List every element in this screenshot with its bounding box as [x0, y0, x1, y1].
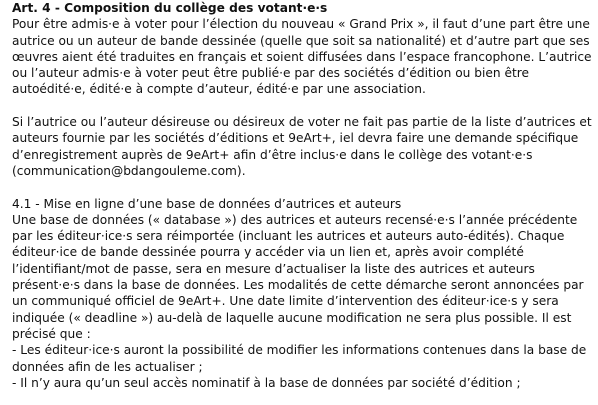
bullet-item: - Il n’y aura qu’un seul accès nominatif à la base de données par société d’édition ; [12, 375, 521, 390]
document-body [12, 0, 594, 391]
section-heading-4-1: 4.1 - Mise en ligne d’une base de données d’autrices et auteurs [12, 196, 402, 211]
paragraph-registration: Si l’autrice ou l’auteur désireuse ou désireux de voter ne fait pas partie de la liste d’autrices et auteurs fournie par les sociétés d’éditions et 9eArt+, iel devra faire une demande spécifique d’enregistrement auprès de 9eArt+ afin d’être inclus·e dans le collège des votant·e·s (communication@bdangouleme.com). [12, 115, 592, 178]
article-heading: Art. 4 - Composition du collège des votant·e·s [12, 1, 328, 15]
paragraph-database: Une base de données (« database ») des autrices et auteurs recensé·e·s l’année précédente par les éditeur·ice·s sera réimportée (incluant les autrices et auteurs auto-édités). Chaque éditeur·ice de bande dessinée pourra y accéder via un lien et, après avoir complété l’identifiant/mot de passe, sera en mesure d’actualiser la liste des autrices et auteurs présent·e·s dans la base de données. Les modalités de cette démarche seront annoncées par un communiqué officiel de 9eArt+. Une date limite d’intervention des éditeur·ice·s y sera indiquée (« deadline ») au-delà de laquelle aucune modification ne sera plus possible. Il est précisé que : [12, 212, 584, 341]
paragraph-eligibility: Pour être admis·e à voter pour l’élection du nouveau « Grand Prix », il faut d’une part être une autrice ou un auteur de bande dessinée (quelle que soit sa nationalité) et d’autre part que ses œuvres aient été traduites en français et soient diffusées dans l’espace francophone. L’autrice ou l’auteur admis·e à voter peut être publié·e par des sociétés d’édition ou bien être autoédité·e, édité·e à compte d’auteur, édité·e par une association. [12, 17, 592, 97]
paragraph-spacer [12, 98, 594, 114]
paragraph-spacer [12, 179, 594, 195]
bullet-item: - Les éditeur·ice·s auront la possibilité de modifier les informations contenues dans la base de données afin de les actualiser ; [12, 343, 587, 374]
